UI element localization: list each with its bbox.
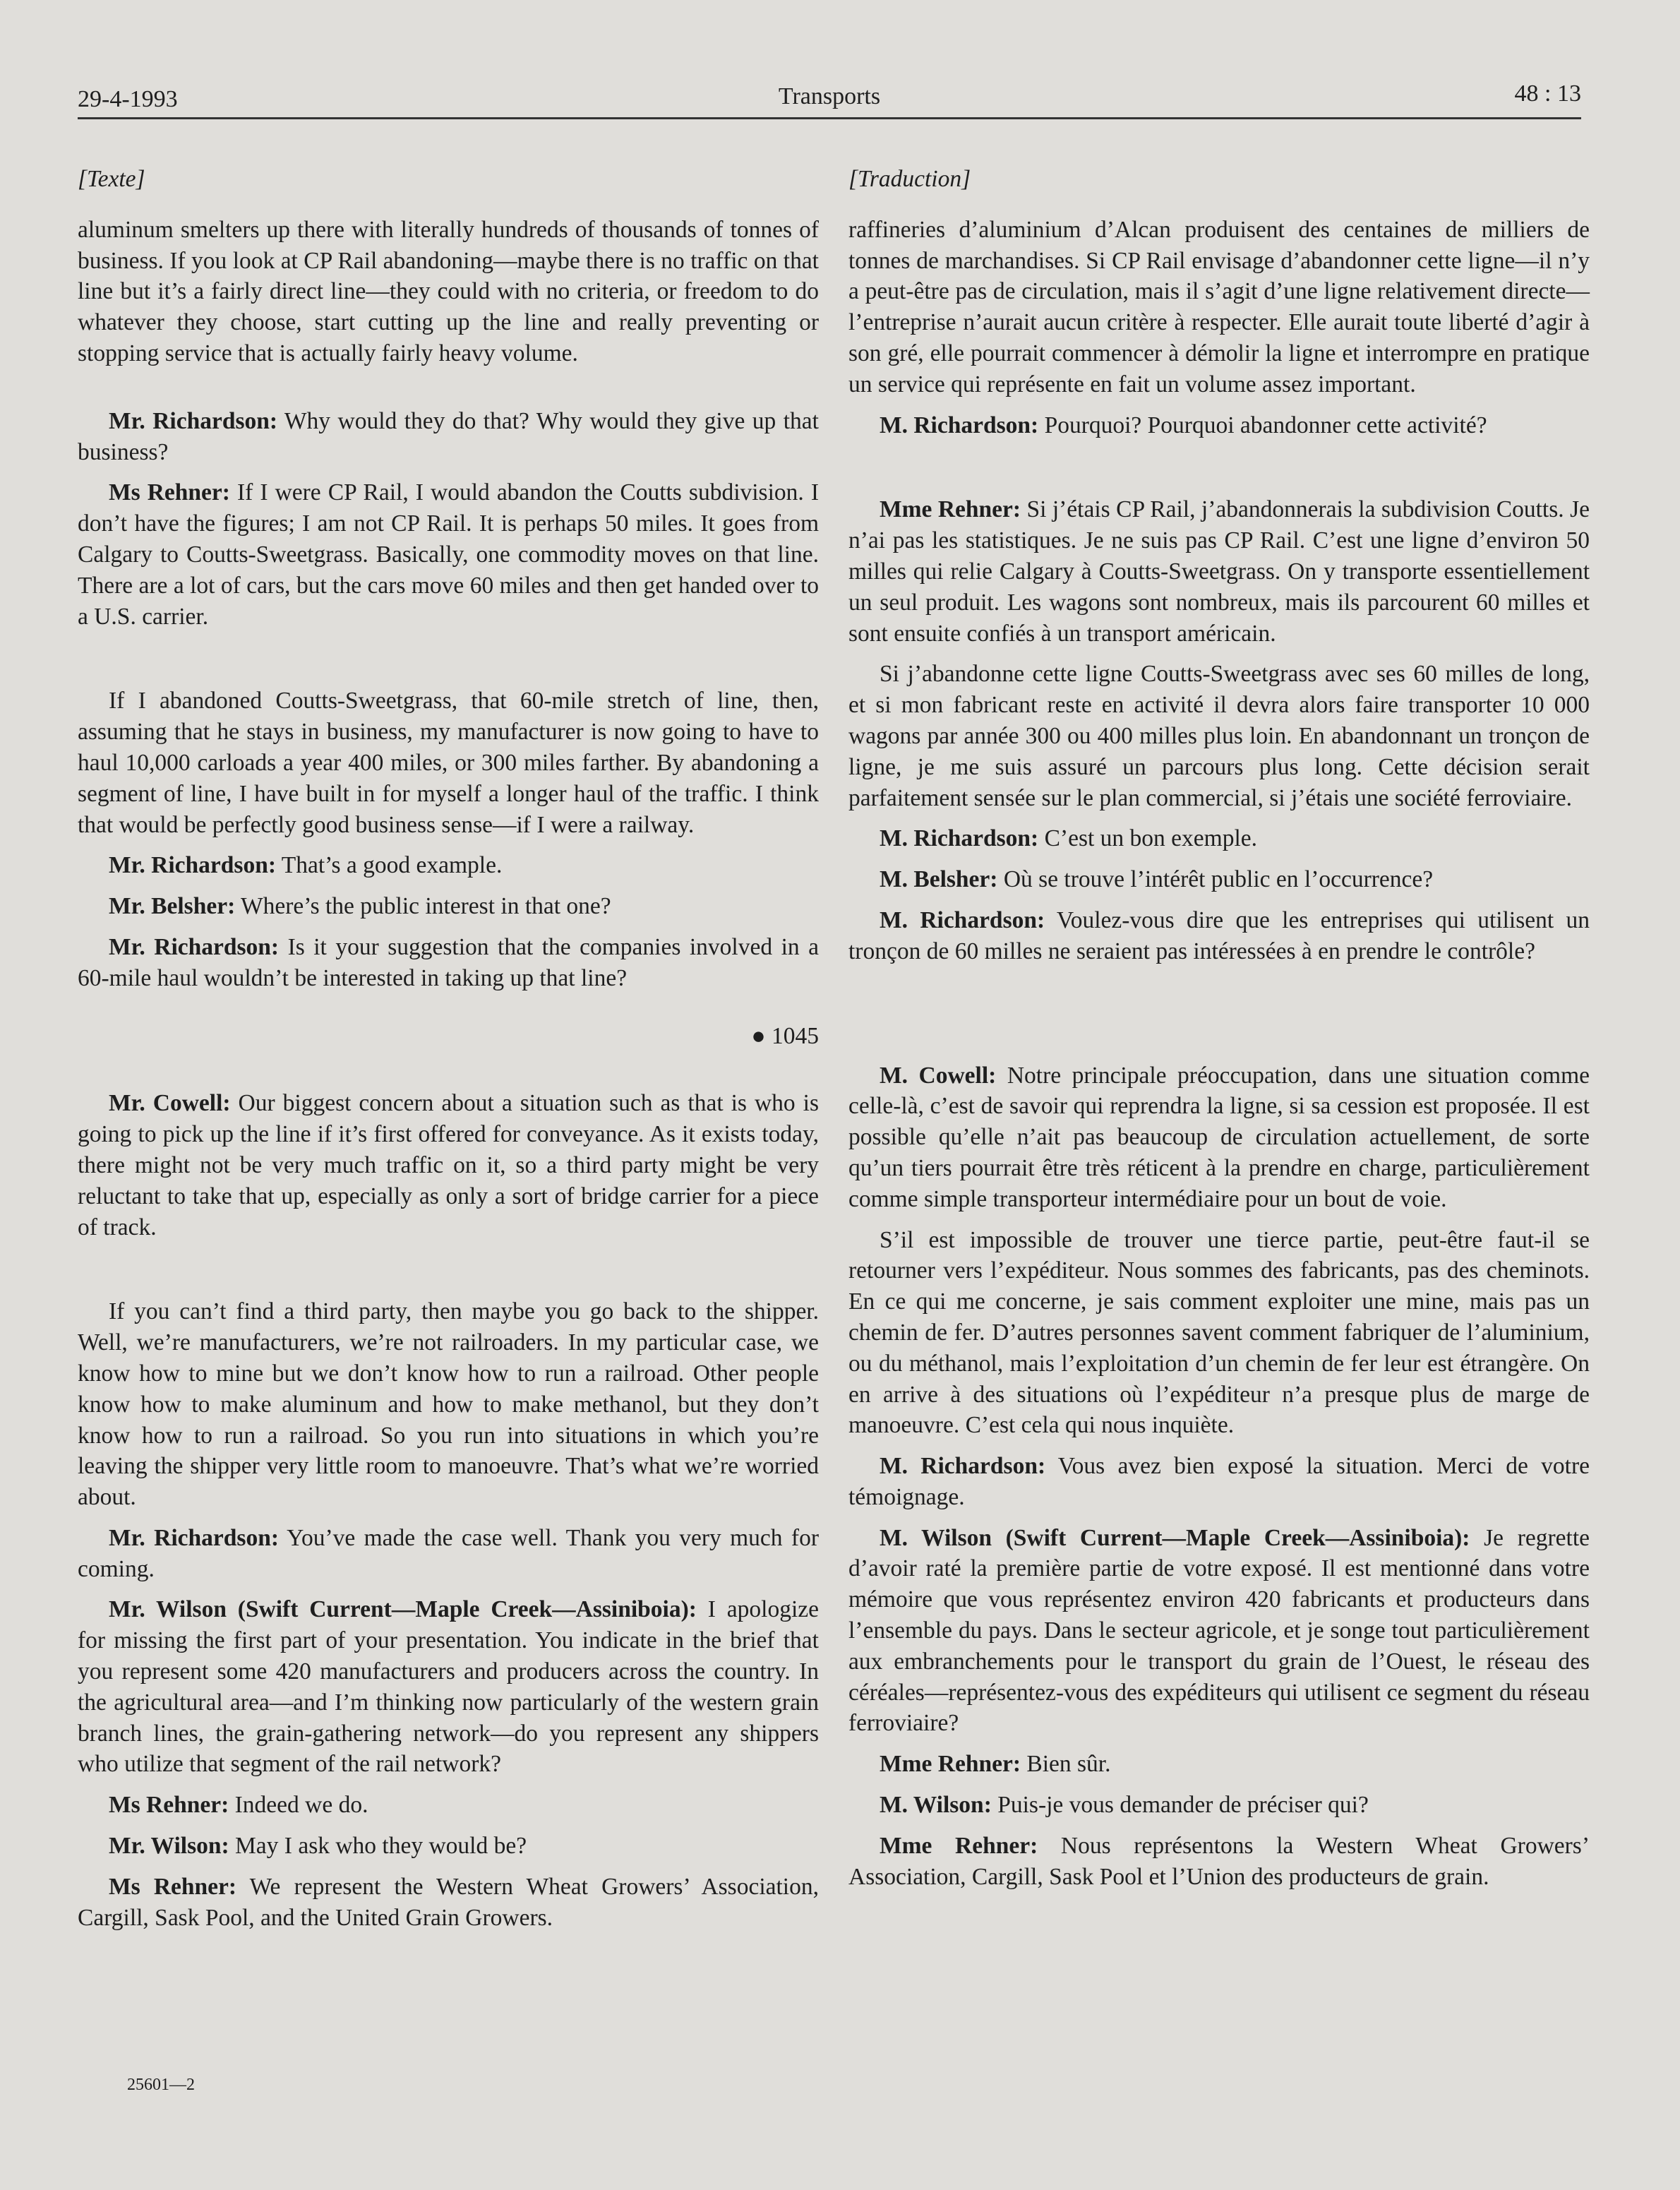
paragraph: [848, 410, 1590, 441]
speaker-name: Mr. Richardson:: [109, 1524, 279, 1551]
speaker-name: M. Richardson:: [880, 1453, 1046, 1480]
paragraph: [848, 905, 1590, 967]
speech-text: May I ask who they would be?: [229, 1833, 527, 1860]
paragraph: [78, 1594, 819, 1780]
english-column: [78, 164, 819, 1943]
speech-text: If I were CP Rail, I would abandon the Coutts subdivision. I don’t have the figures; I am not CP Rail. It is perhaps 50 miles. It goes from Calgary to Coutts-Sweetgrass. Basically, one commodity moves on that line. There are a lot of cars, but the cars move 60 miles and then get handed over to a U.S. carrier.: [78, 479, 819, 630]
header-date: 29-4-1993: [78, 86, 178, 112]
speech-text: C’est un bon exemple.: [1038, 825, 1258, 852]
speech-text: Is it your suggestion that the companies involved in a 60-mile haul wouldn’t be interested in taking up that line?: [78, 933, 819, 991]
paragraph: [78, 891, 819, 922]
paragraph: [78, 406, 819, 468]
speaker-name: Mr. Richardson:: [109, 407, 278, 434]
speech-text: That’s a good example.: [276, 852, 503, 879]
speaker-name: M. Richardson:: [880, 825, 1039, 852]
speech-text: Nous représentons la Western Wheat Growers’ Association, Cargill, Sask Pool et l’Union des producteurs de grain.: [848, 1832, 1590, 1890]
paragraph: [848, 1523, 1590, 1740]
paragraph: [78, 1790, 819, 1821]
paragraph: If you can’t find a third party, then maybe you go back to the shipper. Well, we’re manufacturers, we’re not railroaders. In my particular case, we know how to mine but we don’t know how to run a railroad. Other people know how to make aluminum and how to make methanol, but they don’t know how to run a railroad. So you run into situations in which you’re leaving the shipper very little room to manoeuvre. That’s what we’re worried about.: [78, 1298, 819, 1511]
speech-text: Vous avez bien exposé la situation. Merci de votre témoignage.: [848, 1453, 1590, 1510]
speech-text: Où se trouve l’intérêt public en l’occurrence?: [997, 866, 1434, 893]
paragraph: [78, 1831, 819, 1862]
speaker-name: M. Cowell:: [880, 1062, 997, 1089]
page-header: [78, 73, 1581, 119]
speech-text: Puis-je vous demander de préciser qui?: [991, 1792, 1369, 1819]
speaker-name: M. Richardson:: [880, 906, 1045, 933]
speaker-name: Ms Rehner:: [109, 1873, 237, 1900]
speaker-name: M. Belsher:: [880, 866, 998, 893]
paragraph: [848, 864, 1590, 895]
speech-text: Je regrette d’avoir raté la première partie de votre exposé. Il est mentionné dans votre mémoire que vous représentez environ 420 fabricants et producteurs dans l’ensemble du pays. Dans le secteur agricole, et je songe tout particulièrement aux embranchements pour le transport du grain de l’Ouest, le réseau des céréales—représentez-vous des expéditeurs qui utilisent ce segment du réseau ferroviaire?: [848, 1524, 1590, 1737]
speaker-name: Ms Rehner:: [109, 479, 230, 506]
paragraph: [848, 1749, 1590, 1780]
paragraph: Si j’abandonne cette ligne Coutts-Sweetgrass avec ses 60 milles de long, et si mon fabricant reste en activité il devra alors faire transporter 10 000 wagons par année 300 ou 400 milles plus loin. En abandonnant un tronçon de ligne, je me suis assuré un parcours plus long. Cette décision serait parfaitement sensée sur le plan commercial, si j’étais une société ferroviaire.: [848, 661, 1590, 811]
paragraph: [78, 1523, 819, 1585]
paragraph: S’il est impossible de trouver une tierce partie, peut-être faut-il se retourner vers l’expéditeur. Nous sommes des fabricants, pas des cheminots. En ce qui me concerne, je sais comment exploiter une mine, mais pas un chemin de fer. D’autres personnes savent comment fabriquer de l’aluminium, ou du méthanol, mais l’exploitation d’un chemin de fer leur est étrangère. On en arrive à des situations où l’expéditeur n’a presque plus de marge de manoeuvre. C’est cela qui nous inquiète.: [848, 1226, 1590, 1439]
speaker-name: Mr. Richardson:: [109, 852, 276, 879]
speaker-name: Ms Rehner:: [109, 1792, 229, 1819]
paragraph: [78, 1088, 819, 1243]
speech-text: Bien sûr.: [1021, 1751, 1111, 1778]
speaker-name: Mme Rehner:: [880, 1751, 1021, 1778]
paragraph: aluminum smelters up there with literally hundreds of thousands of tonnes of business. If you look at CP Rail abandoning—maybe there is no traffic on that line but it’s a fairly direct line—they could with no criteria, or freedom to do whatever they choose, start cutting up the line and really preventing or stopping service that is actually fairly heavy volume.: [78, 216, 819, 366]
paragraph: [78, 477, 819, 632]
speech-text: Why would they do that? Why would they give up that business?: [78, 407, 819, 465]
speech-text: Notre principale préoccupation, dans une situation comme celle-là, c’est de savoir qui reprendra la ligne, si sa cession est proposée. Il est possible qu’elle n’ait pas beaucoup de circulation actuellement, de sorte qu’un tiers pourrait être très réticent à la prendre en charge, particulièrement comme simple transporteur intermédiaire pour un bout de voie.: [848, 1062, 1590, 1212]
speaker-name: M. Wilson (Swift Current—Maple Creek—Assiniboia):: [880, 1524, 1470, 1551]
speech-text: I apologize for missing the first part of your presentation. You indicate in the brief that you represent some 420 manufacturers and producers across the country. In the agricultural area—and I’m thinking now particularly of the western grain branch lines, the grain-gathering network—do you represent any shippers who utilize that segment of the rail network?: [78, 1596, 819, 1778]
header-page-number: 48 : 13: [1514, 80, 1581, 107]
paragraph: [78, 850, 819, 881]
speaker-name: M. Wilson:: [880, 1792, 992, 1819]
speaker-name: Mr. Richardson:: [109, 933, 280, 960]
speaker-name: Mme Rehner:: [880, 496, 1021, 523]
header-title: Transports: [778, 83, 881, 109]
speaker-name: Mme Rehner:: [880, 1832, 1038, 1859]
paragraph: [78, 1872, 819, 1934]
speaker-name: Mr. Belsher:: [109, 893, 236, 920]
paragraph: If I abandoned Coutts-Sweetgrass, that 60-mile stretch of line, then, assuming that he stays in business, my manufacturer is now going to have to haul 10,000 carloads a year 400 miles, or 300 miles farther. By abandoning a segment of line, I have built in for myself a longer haul of the traffic. I think that would be perfectly good business sense—if I were a railway.: [78, 688, 819, 838]
paragraph: [848, 1831, 1590, 1893]
timestamp: ● 1045: [751, 1022, 819, 1049]
paragraph: [848, 823, 1590, 854]
speech-text: You’ve made the case well. Thank you very much for coming.: [78, 1524, 819, 1582]
paragraph: [848, 494, 1590, 649]
column-label: [Texte]: [78, 166, 145, 192]
speech-text: Pourquoi? Pourquoi abandonner cette activité?: [1038, 412, 1487, 438]
speech-text: We represent the Western Wheat Growers’ Association, Cargill, Sask Pool, and the United Grain Growers.: [78, 1873, 819, 1931]
paragraph: [848, 1060, 1590, 1215]
paragraph: raffineries d’aluminium d’Alcan produisent des centaines de milliers de tonnes de marchandises. Si CP Rail envisage d’abandonner cette ligne—il n’y a peut-être pas de circulation, mais il s’agit d’une ligne relativement directe—l’entreprise n’aurait aucun critère à respecter. Elle aurait toute liberté d’agir à son gré, elle pourrait commencer à démolir la ligne et interrompre en pratique un service qui représente en fait un volume assez important.: [848, 216, 1590, 397]
speech-text: Indeed we do.: [229, 1792, 368, 1819]
speaker-name: M. Richardson:: [880, 412, 1039, 438]
paragraph: [848, 1790, 1590, 1821]
speech-text: Si j’étais CP Rail, j’abandonnerais la subdivision Coutts. Je n’ai pas les statistiques. Je ne suis pas CP Rail. C’est une ligne d’environ 50 milles qui relie Calgary à Coutts-Sweetgrass. On y transporte essentiellement un seul produit. Les wagons sont nombreux, mais ils parcourent 60 milles et sont ensuite confiés à un transport américain.: [848, 496, 1590, 647]
french-column: [848, 164, 1590, 1902]
speech-text: Voulez-vous dire que les entreprises qui utilisent un tronçon de 60 milles ne seraient pas intéressées à en prendre le contrôle?: [848, 906, 1590, 964]
speaker-name: Mr. Wilson (Swift Current—Maple Creek—Assiniboia):: [109, 1596, 697, 1623]
speech-text: Our biggest concern about a situation such as that is who is going to pick up the line if it’s first offered for conveyance. As it exists today, there might not be very much traffic on it, so a third party might be very reluctant to take that up, especially as only a sort of bridge carrier for a piece of track.: [78, 1090, 819, 1240]
column-label: [Traduction]: [848, 166, 971, 192]
paragraph: [78, 932, 819, 994]
speech-text: Where’s the public interest in that one?: [235, 893, 611, 920]
footer-code: 25601—2: [127, 2076, 195, 2094]
paragraph: [848, 1451, 1590, 1513]
speaker-name: Mr. Wilson:: [109, 1833, 229, 1860]
speaker-name: Mr. Cowell:: [109, 1090, 231, 1117]
